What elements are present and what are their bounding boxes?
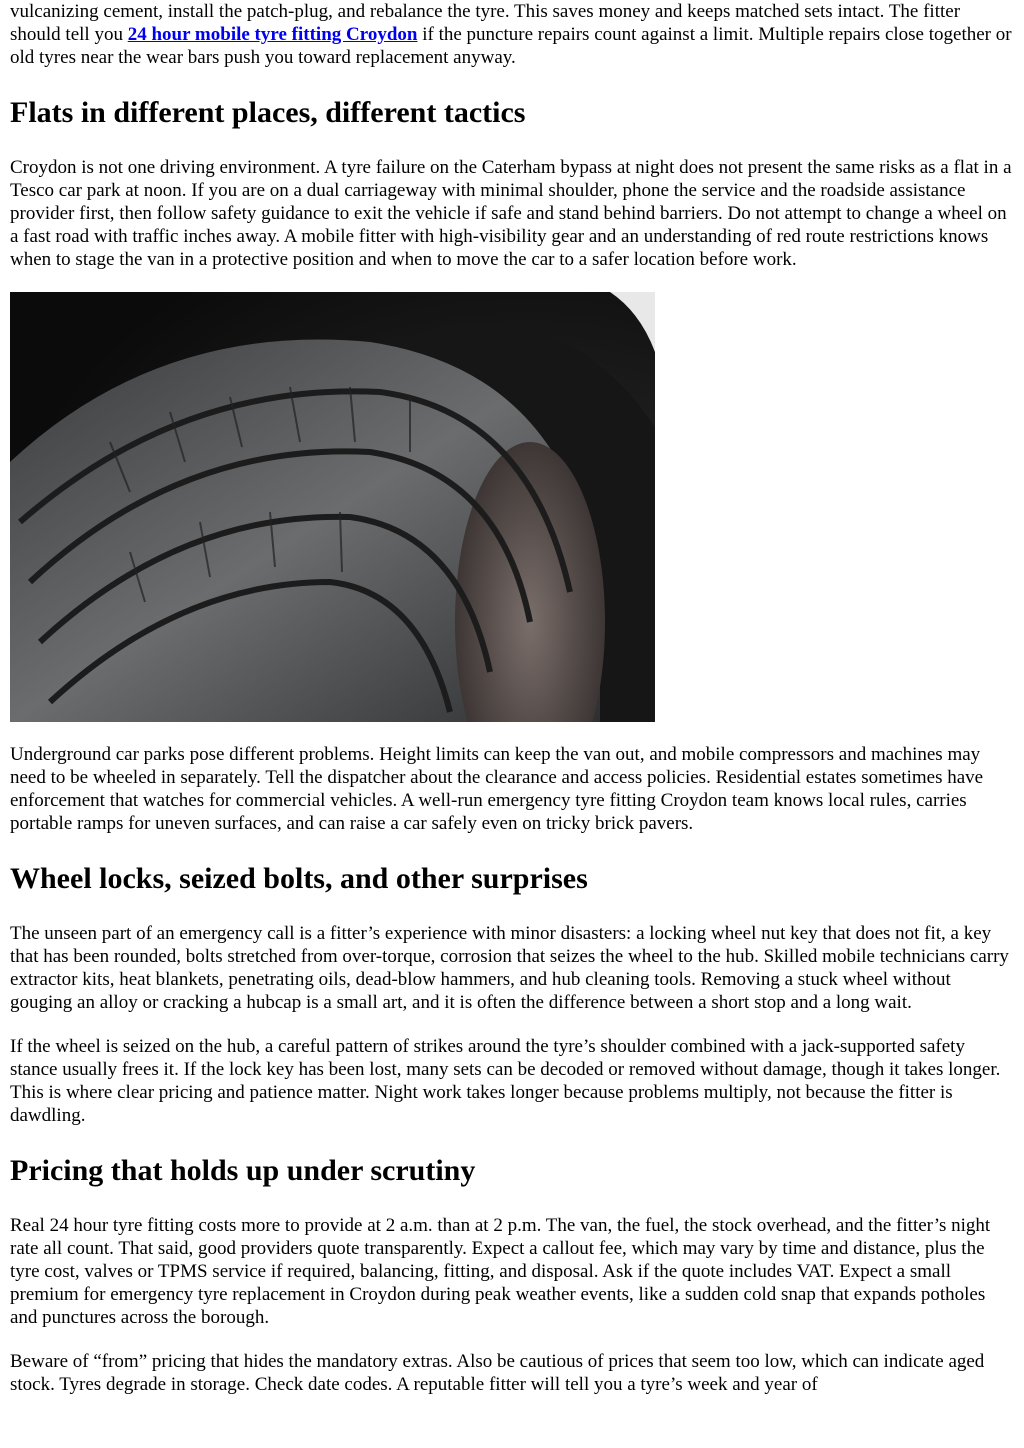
paragraph-from-pricing: Beware of “from” pricing that hides the mandatory extras. Also be cautious of prices that seem too low, which can indicate aged stock. Tyres degrade in storage. Check date codes. A reputable fitter will tell you a tyre’s week and year of <box>10 1351 985 1395</box>
paragraph-pricing-costs: Real 24 hour tyre fitting costs more to provide at 2 a.m. than at 2 p.m. The van, the fuel, the stock overhead, and the fitter’s night rate all count. That said, good providers quote transparently. Expect a callout fee, which may vary by time and distance, plus the tyre cost, valves or TPMS service if required, balancing, fitting, and disposal. Ask if the quote includes VAT. Expect a small premium for emergency tyre replacement in Croydon during peak weather events, like a sudden cold snap that expands potholes and punctures across the borough. <box>10 1215 991 1328</box>
heading-wheel-locks: Wheel locks, seized bolts, and other surprises <box>10 862 588 895</box>
tyre-photo <box>10 292 655 722</box>
heading-flats: Flats in different places, different tactics <box>10 96 526 129</box>
heading-pricing: Pricing that holds up under scrutiny <box>10 1154 476 1187</box>
paragraph-croydon-environment: Croydon is not one driving environment. A tyre failure on the Caterham bypass at night does not present the same risks as a flat in a Tesco car park at noon. If you are on a dual carriageway with minimal shoulder, phone the service and the roadside assistance provider first, then follow safety guidance to exit the vehicle if safe and stand behind barriers. Do not attempt to change a wheel on a fast road with traffic inches away. A mobile fitter with high-visibility gear and an understanding of red route restrictions knows when to stage the van in a protective position and when to move the car to a safer location before work. <box>10 157 1012 270</box>
paragraph-text: vulcanizing cement, install the patch-plug, and rebalance the tyre. This saves money and keeps matched sets intact. The fitter should tell you <box>10 1 961 45</box>
paragraph-underground-car-parks: Underground car parks pose different problems. Height limits can keep the van out, and mobile compressors and machines may need to be wheeled in separately. Tell the dispatcher about the clearance and access policies. Residential estates sometimes have enforcement that watches for commercial vehicles. A well-run emergency tyre fitting Croydon team knows local rules, carries portable ramps for uneven surfaces, and can raise a car safely even on tricky brick pavers. <box>10 744 984 834</box>
paragraph-text: if the puncture repairs count against a limit. Multiple repairs close together or old tyres near the wear bars push you toward replacement anyway. <box>10 24 1012 68</box>
link-24-hour-mobile-tyre-fitting[interactable]: 24 hour mobile tyre fitting Croydon <box>127 24 418 45</box>
paragraph-repairs <box>10 0 1014 69</box>
paragraph-seized-wheel: If the wheel is seized on the hub, a careful pattern of strikes around the tyre’s shoulder combined with a jack-supported safety stance usually frees it. If the lock key has been lost, many sets can be decoded or removed without damage, though it takes longer. This is where clear pricing and patience matter. Night work takes longer because problems multiply, not because the fitter is dawdling. <box>10 1036 1001 1126</box>
paragraph-fitter-experience: The unseen part of an emergency call is a fitter’s experience with minor disasters: a locking wheel nut key that does not fit, a key that has been rounded, bolts stretched from over-torque, corrosion that seizes the wheel to the hub. Skilled mobile technicians carry extractor kits, heat blankets, penetrating oils, dead-blow hammers, and hub cleaning tools. Removing a stuck wheel without gouging an alloy or cracking a hubcap is a small art, and it is often the difference between a short stop and a long wait. <box>10 923 1009 1013</box>
